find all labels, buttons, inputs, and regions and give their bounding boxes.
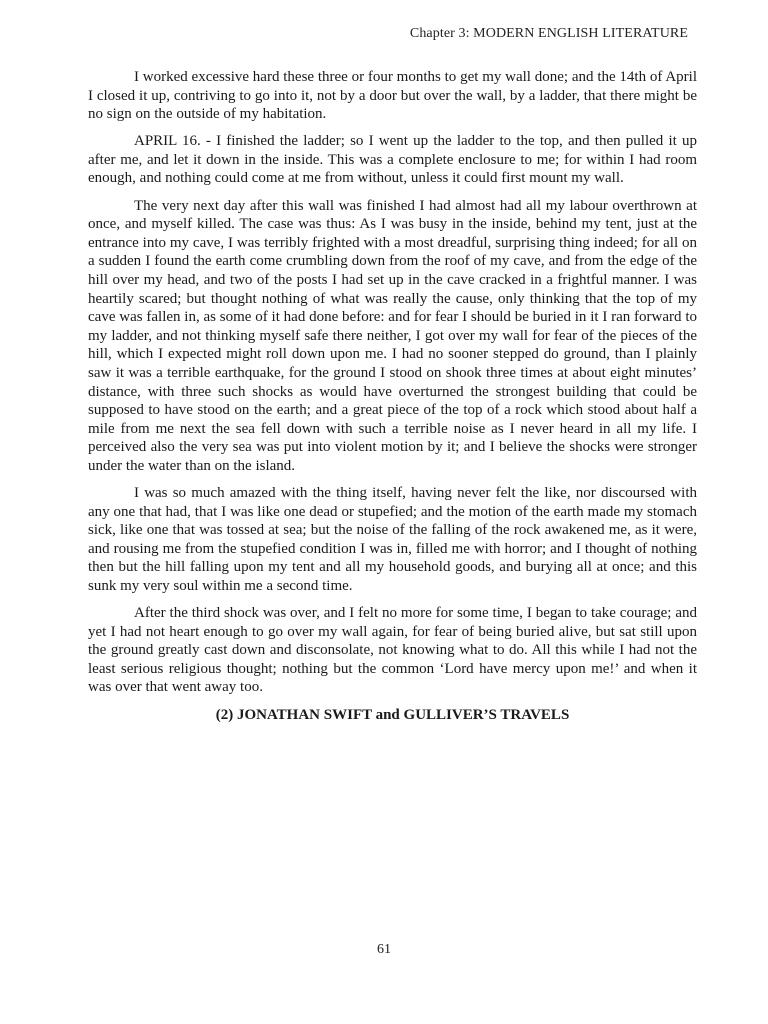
paragraph-third-shock: After the third shock was over, and I felt no more for some time, I began to take courage; and yet I had not heart enough to go over my wall again, for fear of being buried alive, but sat still upon the ground greatly cast down and disconsolate, not knowing what to do. All this while I had not the least serious religious thought; nothing but the common ‘Lord have mercy upon me!’ and when it was over that went away too. <box>88 605 697 696</box>
paragraph-earthquake: The very next day after this wall was finished I had almost had all my labour overthrown at once, and myself killed. The case was thus: As I was busy in the inside, behind my tent, just at the entrance into my cave, I was terribly frighted with a most dreadful, surprising thing indeed; for all on a sudden I found the earth come crumbling down from the roof of my cave, and from the edge of the hill over my head, and two of the posts I had set up in the cave cracked in a frightful manner. I was heartily scared; but thought nothing of what was really the cause, only thinking that the top of my cave was fallen in, as some of it had done before: and for fear I should be buried in it I ran forward to my ladder, and not thinking myself safe there neither, I got over my wall for fear of the pieces of the hill, which I expected might roll down upon me. I had no sooner stepped do ground, than I plainly saw it was a terrible earthquake, for the ground I stood on shook three times at about eight minutes’ distance, with three such shocks as would have overturned the strongest building that could be supposed to have stood on the earth; and a great piece of the top of a rock which stood about half a mile from me next the sea fell down with such a terrible noise as I never heard in all my life. I perceived also the very sea was put into violent motion by it; and I believe the shocks were stronger under the water than on the island. <box>88 197 697 474</box>
paragraph-amazed: I was so much amazed with the thing itself, having never felt the like, nor discoursed with any one that had, that I was like one dead or stupefied; and the motion of the earth made my stomach sick, like one that was tossed at sea; but the noise of the falling of the rock awakened me, as it were, and rousing me from the stupefied condition I was in, filled me with horror; and I thought of nothing then but the hill falling upon my tent and all my household goods, and burying all at once; and this sunk my very soul within me a second time. <box>88 484 697 594</box>
running-header: Chapter 3: MODERN ENGLISH LITERATURE <box>409 26 688 41</box>
paragraph-april-16: APRIL 16. - I finished the ladder; so I went up the ladder to the top, and then pulled it up after me, and let it down in the inside. This was a complete enclosure to me; for within I had room enough, and nothing could come at me from without, unless it could first mount my wall. <box>88 133 697 187</box>
section-heading: (2) JONATHAN SWIFT and GULLIVER’S TRAVELS <box>215 706 570 723</box>
body-text <box>88 68 697 724</box>
page-number: 61 <box>377 942 391 957</box>
paragraph-wall-done: I worked excessive hard these three or four months to get my wall done; and the 14th of April I closed it up, contriving to go into it, not by a door but over the wall, by a ladder, that there might be no sign on the outside of my habitation. <box>88 69 697 123</box>
